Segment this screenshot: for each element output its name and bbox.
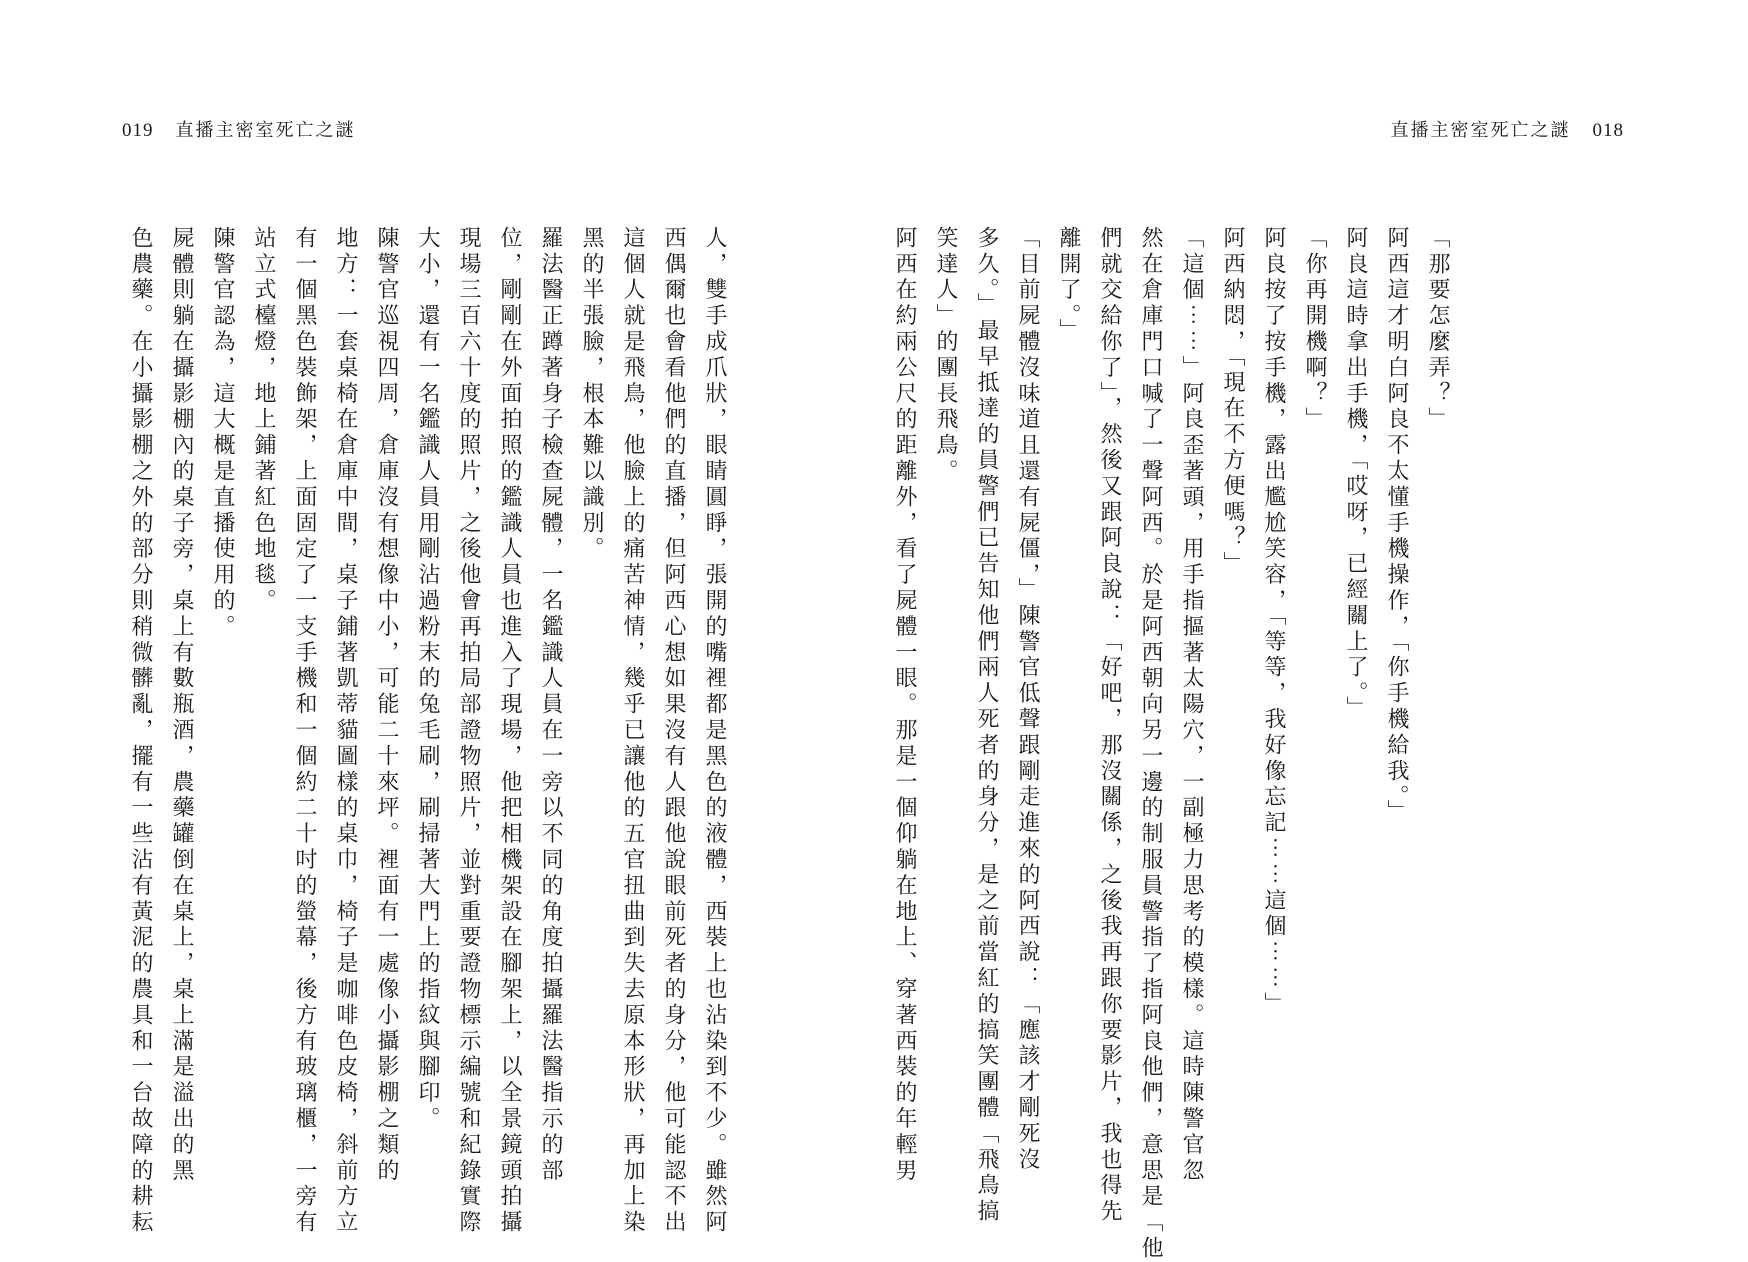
text-column: 們就交給你了」，然後又跟阿良說：「好吧，那沒關係，之後我再跟你要影片，我也得先 xyxy=(1096,226,1127,1226)
text-column: 西偶爾也會看他們的直播，但阿西心想如果沒有人跟他說眼前死者的身分，他可能認不出 xyxy=(660,226,691,1237)
text-column: 屍體則躺在攝影棚內的桌子旁，桌上有數瓶酒，農藥罐倒在桌上，桌上滿是溢出的黑 xyxy=(168,226,199,1185)
left-page-number: 019 xyxy=(122,120,154,141)
text-column: 陳警官認為，這大概是直播使用的。 xyxy=(209,226,240,641)
right-page-number: 018 xyxy=(1592,120,1624,141)
text-column: 阿良按了按手機，露出尷尬笑容，「等等，我好像忘記……這個……」 xyxy=(1260,226,1291,1018)
text-column: 羅法醫正蹲著身子檢查屍體，一名鑑識人員在一旁以不同的角度拍攝羅法醫指示的部 xyxy=(537,226,568,1185)
text-column: 「那要怎麼弄？」 xyxy=(1424,226,1455,434)
text-column: 陳警官巡視四周，倉庫沒有想像中小，可能二十來坪。裡面有一處像小攝影棚之類的 xyxy=(373,226,404,1185)
left-running-title: 直播主密室死亡之謎 xyxy=(175,116,356,142)
left-page-header xyxy=(122,116,356,142)
text-column: 大小，還有一名鑑識人員用剛沾過粉末的兔毛刷，刷掃著大門上的指紋與腳印。 xyxy=(414,226,445,1133)
text-column: 有一個黑色裝飾架，上面固定了一支手機和一個約二十吋的螢幕，後方有玻璃櫃，一旁有 xyxy=(291,226,322,1237)
text-column: 站立式檯燈，地上鋪著紅色地毯。 xyxy=(250,226,281,615)
text-column: 色農藥。在小攝影棚之外的部分則稍微髒亂，擺有一些沾有黃泥的農具和一台故障的耕耘 xyxy=(127,226,158,1237)
text-column: 現場三百六十度的照片，之後他會再拍局部證物照片，並對重要證物標示編號和紀錄實際 xyxy=(455,226,486,1237)
text-column: 阿西這才明白阿良不太懂手機操作，「你手機給我。」 xyxy=(1383,226,1414,826)
text-column: 阿西納悶，「現在不方便嗎？」 xyxy=(1219,226,1250,578)
text-column: 離開了。」 xyxy=(1055,226,1086,345)
text-column: 位，剛剛在外面拍照的鑑識人員也進入了現場，他把相機架設在腳架上，以全景鏡頭拍攝 xyxy=(496,226,527,1237)
text-column: 然在倉庫門口喊了一聲阿西。於是阿西朝向另一邊的制服員警指了指阿良他們，意思是「他 xyxy=(1137,226,1168,1262)
text-column: 地方：一套桌椅在倉庫中間，桌子鋪著凱蒂貓圖樣的桌巾，椅子是咖啡色皮椅，斜前方立 xyxy=(332,226,363,1237)
text-column: 「目前屍體沒味道且還有屍僵，」陳警官低聲跟剛走進來的阿西說：「應該才剛死沒 xyxy=(1014,226,1045,1174)
right-page-header xyxy=(1391,116,1625,142)
text-column: 阿良這時拿出手機，「哎呀，已經關上了。」 xyxy=(1342,226,1373,722)
text-column: 「你再開機啊？」 xyxy=(1301,226,1332,434)
text-column: 多久。」最早抵達的員警們已告知他們兩人死者的身分，是之前當紅的搞笑團體「飛鳥搞 xyxy=(973,226,1004,1226)
text-column: 笑達人」的團長飛鳥。 xyxy=(932,226,963,485)
text-column: 人，雙手成爪狀，眼睛圓睜，張開的嘴裡都是黑色的液體，西裝上也沾染到不少。雖然阿 xyxy=(701,226,732,1237)
text-column: 黑的半張臉，根本難以識別。 xyxy=(578,226,609,563)
text-column: 阿西在約兩公尺的距離外，看了屍體一眼。那是一個仰躺在地上、穿著西裝的年輕男 xyxy=(891,226,922,1185)
left-page-body xyxy=(117,226,737,1237)
right-running-title: 直播主密室死亡之謎 xyxy=(1390,116,1571,142)
text-column: 「這個……」阿良歪著頭，用手指摳著太陽穴，一副極力思考的模樣。這時陳警官忽 xyxy=(1178,226,1209,1185)
text-column: 這個人就是飛鳥，他臉上的痛苦神情，幾乎已讓他的五官扭曲到失去原本形狀，再加上染 xyxy=(619,226,650,1237)
right-page-body xyxy=(891,226,1460,1262)
